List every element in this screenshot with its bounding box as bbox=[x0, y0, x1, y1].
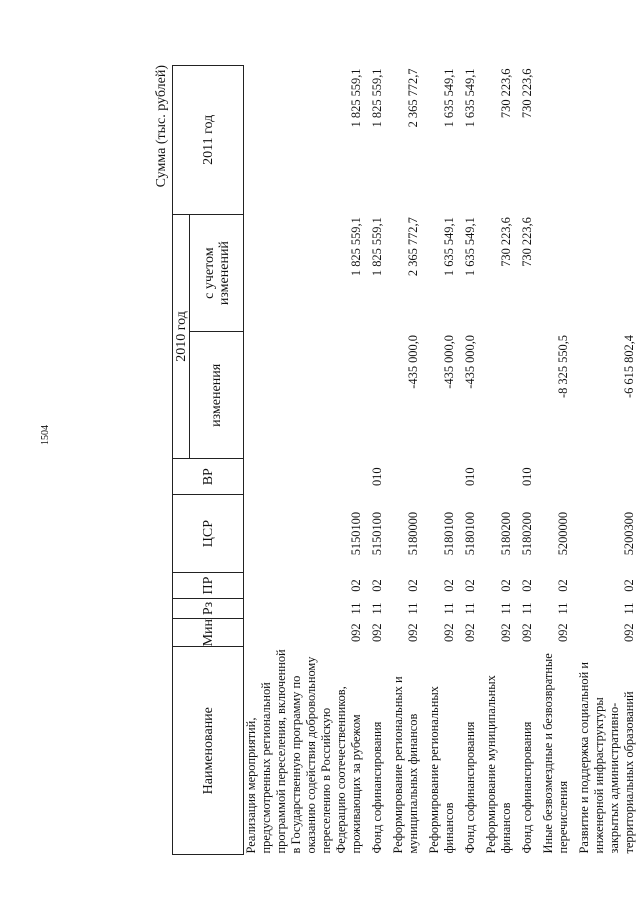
header-2010: 2010 год bbox=[173, 214, 190, 459]
cell-pr: 02 bbox=[406, 579, 420, 592]
cell-rz: 11 bbox=[349, 602, 363, 615]
cell-pr: 02 bbox=[556, 579, 570, 592]
cell-pr: 02 bbox=[349, 579, 363, 592]
cell-changes: -435 000,0 bbox=[442, 335, 456, 389]
table-row bbox=[391, 66, 421, 855]
cell-rz: 11 bbox=[442, 602, 456, 615]
table-row bbox=[541, 66, 571, 855]
cell-y2011 bbox=[577, 66, 637, 215]
cell-csr: 5180200 bbox=[520, 511, 534, 556]
table-row bbox=[370, 66, 385, 855]
cell-y2011: 1 825 559,1 bbox=[370, 68, 384, 128]
cell-min: 092 bbox=[406, 623, 420, 642]
cell-pr: 02 bbox=[442, 579, 456, 592]
cell-y2011 bbox=[541, 66, 571, 215]
cell-changes bbox=[244, 332, 365, 459]
cell-changes: -435 000,0 bbox=[406, 335, 420, 389]
header-csr: ЦСР bbox=[173, 495, 244, 573]
cell-with-changes: 1 825 559,1 bbox=[370, 217, 384, 277]
cell-with-changes bbox=[577, 214, 637, 332]
cell-rz: 11 bbox=[556, 602, 570, 615]
cell-vr: 010 bbox=[520, 467, 534, 487]
cell-pr: 02 bbox=[520, 579, 534, 592]
table-row bbox=[484, 66, 514, 855]
cell-vr: 010 bbox=[463, 467, 477, 487]
cell-pr: 02 bbox=[499, 579, 513, 592]
table-caption: Сумма (тыс. рублей) bbox=[154, 65, 169, 188]
cell-rz: 11 bbox=[406, 602, 420, 615]
page-number: 1504 bbox=[40, 425, 51, 445]
cell-rz: 11 bbox=[370, 602, 384, 615]
cell-with-changes: 1 825 559,1 bbox=[349, 217, 363, 277]
table-row bbox=[244, 66, 365, 855]
cell-with-changes: 730 223,6 bbox=[520, 217, 534, 267]
cell-y2011: 2 365 772,7 bbox=[406, 68, 420, 128]
cell-name: Развитие и поддержка социальной и инженерной инфраструктуры закрытых административно-территориальных образований bbox=[577, 662, 636, 854]
cell-changes: -435 000,0 bbox=[463, 335, 477, 389]
table-row bbox=[427, 66, 457, 855]
cell-with-changes: 730 223,6 bbox=[499, 217, 513, 267]
cell-min: 092 bbox=[622, 623, 636, 642]
cell-min: 092 bbox=[463, 623, 477, 642]
cell-min: 092 bbox=[442, 623, 456, 642]
cell-rz: 11 bbox=[622, 602, 636, 615]
cell-rz: 11 bbox=[520, 602, 534, 615]
cell-vr bbox=[391, 459, 421, 495]
cell-vr: 010 bbox=[370, 467, 384, 487]
cell-with-changes: 1 635 549,1 bbox=[463, 217, 477, 277]
cell-csr: 5150100 bbox=[370, 511, 384, 556]
cell-name: Реформирование региональных и муниципальных финансов bbox=[391, 676, 420, 854]
cell-vr bbox=[541, 459, 571, 495]
header-name: Наименование bbox=[173, 647, 244, 855]
cell-name: Реформирование региональных финансов bbox=[427, 686, 456, 854]
cell-pr: 02 bbox=[622, 579, 636, 592]
header-rz: Рз bbox=[173, 599, 244, 619]
rotated-page-content bbox=[152, 65, 640, 855]
cell-min: 092 bbox=[556, 623, 570, 642]
cell-name: Реформирование муниципальных финансов bbox=[484, 675, 513, 854]
cell-changes bbox=[520, 332, 535, 459]
cell-csr: 5180000 bbox=[406, 511, 420, 556]
table-row bbox=[463, 66, 478, 855]
cell-changes: -8 325 550,5 bbox=[556, 335, 570, 398]
cell-min: 092 bbox=[370, 623, 384, 642]
cell-vr bbox=[577, 459, 637, 495]
cell-y2011: 730 223,6 bbox=[520, 68, 534, 119]
cell-changes: -6 615 802,4 bbox=[622, 335, 636, 398]
cell-with-changes: 2 365 772,7 bbox=[406, 217, 420, 277]
cell-name: Фонд софинансирования bbox=[463, 721, 477, 854]
cell-changes bbox=[484, 332, 514, 459]
cell-csr: 5180200 bbox=[499, 511, 513, 556]
cell-name: Фонд софинансирования bbox=[370, 721, 384, 854]
cell-pr: 02 bbox=[463, 579, 477, 592]
table-row bbox=[520, 66, 535, 855]
cell-csr: 5180100 bbox=[442, 511, 456, 556]
cell-min: 092 bbox=[499, 623, 513, 642]
cell-csr: 5150100 bbox=[349, 511, 363, 556]
header-changes: изменения bbox=[190, 332, 244, 459]
cell-vr bbox=[484, 459, 514, 495]
header-min: Мин bbox=[173, 618, 244, 646]
cell-name: Реализация мероприятий, предусмотренных региональной программой переселения, включенной в Государственную программу по оказанию содействия добровольному переселению в Российскую Федерацию соотечественников, проживающих за рубежом bbox=[244, 649, 363, 854]
cell-pr: 02 bbox=[370, 579, 384, 592]
header-with-changes: с учетом изменений bbox=[190, 214, 244, 332]
cell-y2011: 1 635 549,1 bbox=[463, 68, 477, 128]
cell-min: 092 bbox=[520, 623, 534, 642]
cell-csr: 5200300 bbox=[622, 511, 636, 556]
header-vr: ВР bbox=[173, 459, 244, 495]
cell-min: 092 bbox=[349, 623, 363, 642]
cell-vr bbox=[244, 459, 365, 495]
cell-name: Фонд софинансирования bbox=[520, 721, 534, 854]
cell-rz: 11 bbox=[499, 602, 513, 615]
header-row-top bbox=[173, 66, 190, 855]
cell-rz: 11 bbox=[463, 602, 477, 615]
cell-y2011: 1 635 549,1 bbox=[442, 68, 456, 128]
cell-csr: 5200000 bbox=[556, 511, 570, 556]
cell-y2011: 1 825 559,1 bbox=[349, 68, 363, 128]
cell-changes bbox=[370, 332, 385, 459]
header-2011: 2011 год bbox=[173, 66, 244, 215]
budget-table bbox=[172, 65, 637, 855]
cell-vr bbox=[427, 459, 457, 495]
cell-name: Иные безвозмездные и безвозвратные перечисления bbox=[541, 653, 570, 854]
cell-csr: 5180100 bbox=[463, 511, 477, 556]
header-pr: ПР bbox=[173, 573, 244, 599]
table-row bbox=[577, 66, 637, 855]
cell-with-changes bbox=[541, 214, 571, 332]
cell-y2011: 730 223,6 bbox=[499, 68, 513, 119]
cell-with-changes: 1 635 549,1 bbox=[442, 217, 456, 277]
